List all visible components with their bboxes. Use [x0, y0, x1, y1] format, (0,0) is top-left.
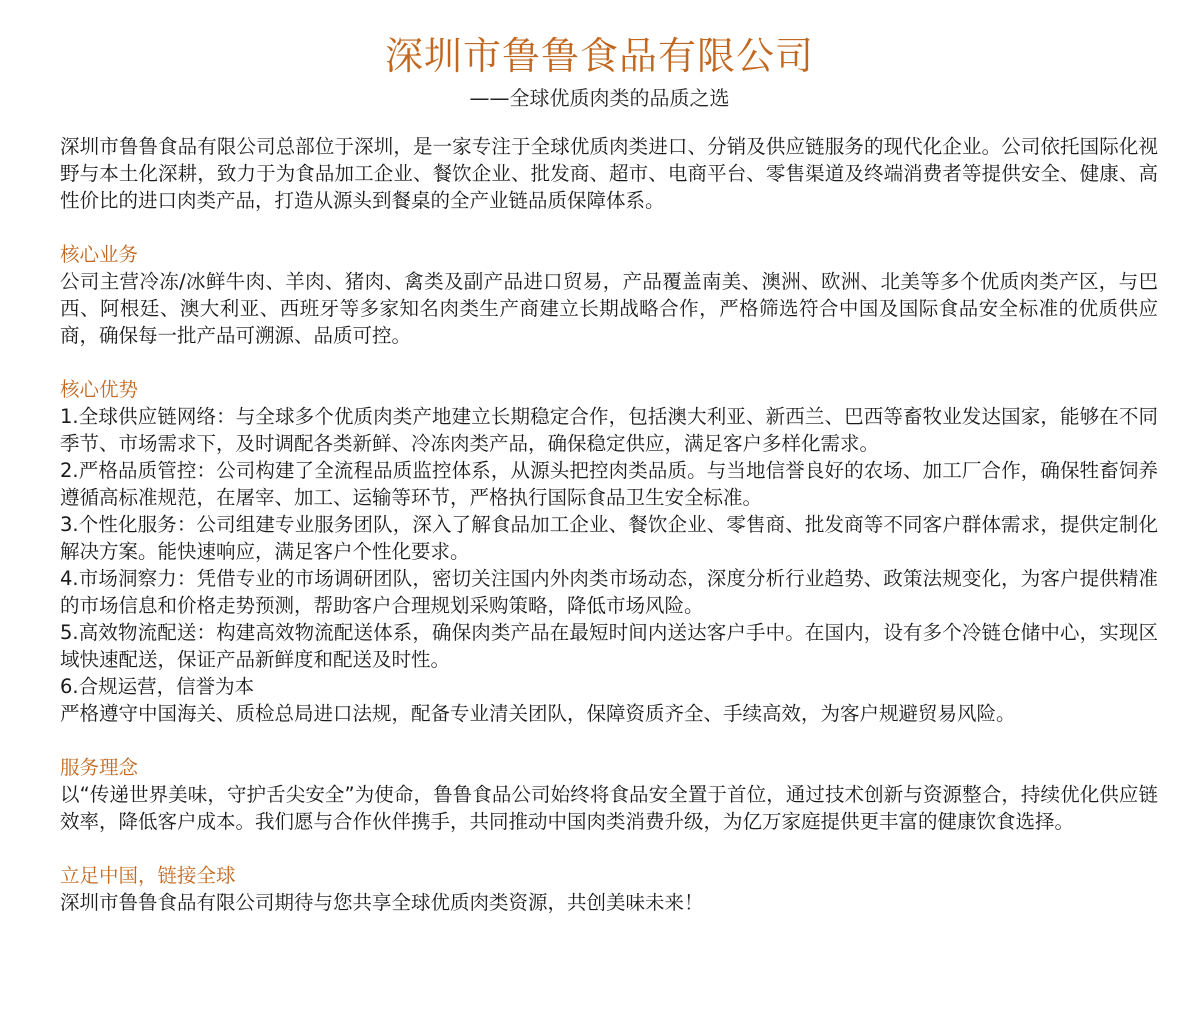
section-heading-service-philosophy: 服务理念 — [60, 756, 139, 779]
core-business-paragraph: 公司主营冷冻/冰鲜牛肉、羊肉、猪肉、禽类及副产品进口贸易，产品覆盖南美、澳洲、欧洲、北美等多个优质肉类产区，与巴西、阿根廷、澳大利亚、西班牙等多家知名肉类生产商建立长期战略合作，严格筛选符合中国及国际食品安全标准的优质供应商，确保每一批产品可溯源、品质可控。 — [60, 270, 1158, 347]
page-title: 深圳市鲁鲁食品有限公司 — [384, 34, 814, 78]
page-subtitle: ——全球优质肉类的品质之选 — [469, 86, 730, 110]
closing-paragraph: 深圳市鲁鲁食品有限公司期待与您共享全球优质肉类资源，共创美味未来！ — [60, 891, 704, 914]
section-heading-core-business: 核心业务 — [60, 243, 139, 266]
advantage-item: 1.全球供应链网络：与全球多个优质肉类产地建立长期稳定合作，包括澳大利亚、新西兰、巴西等畜牧业发达国家，能够在不同季节、市场需求下，及时调配各类新鲜、冷冻肉类产品，确保稳定供应，满足客户多样化需求。 — [60, 405, 1158, 455]
main-content — [60, 133, 1158, 916]
intro-paragraph: 深圳市鲁鲁食品有限公司总部位于深圳，是一家专注于全球优质肉类进口、分销及供应链服务的现代化企业。公司依托国际化视野与本土化深耕，致力于为食品加工企业、餐饮企业、批发商、超市、电商平台、零售渠道及终端消费者等提供安全、健康、高性价比的进口肉类产品，打造从源头到餐桌的全产业链品质保障体系。 — [60, 135, 1158, 212]
section-heading-core-advantages: 核心优势 — [60, 378, 139, 401]
service-philosophy-paragraph: 以“传递世界美味，守护舌尖安全”为使命，鲁鲁食品公司始终将食品安全置于首位，通过技术创新与资源整合，持续优化供应链效率，降低客户成本。我们愿与合作伙伴携手，共同推动中国肉类消费升级，为亿万家庭提供更丰富的健康饮食选择。 — [60, 783, 1158, 833]
advantage-item: 3.个性化服务：公司组建专业服务团队，深入了解食品加工企业、餐饮企业、零售商、批发商等不同客户群体需求，提供定制化解决方案。能快速响应，满足客户个性化要求。 — [60, 513, 1158, 563]
section-spacer — [60, 214, 1158, 241]
section-spacer — [60, 835, 1158, 862]
section-spacer — [60, 727, 1158, 754]
advantage-item: 6.合规运营，信誉为本 — [60, 675, 255, 698]
section-spacer — [60, 349, 1158, 376]
advantage-item: 2.严格品质管控：公司构建了全流程品质监控体系，从源头把控肉类品质。与当地信誉良好的农场、加工厂合作，确保牲畜饲养遵循高标准规范，在屠宰、加工、运输等环节，严格执行国际食品卫生安全标准。 — [60, 459, 1158, 509]
advantage-item: 严格遵守中国海关、质检总局进口法规，配备专业清关团队，保障资质齐全、手续高效，为客户规避贸易风险。 — [60, 702, 1016, 725]
section-heading-closing: 立足中国，链接全球 — [60, 864, 236, 887]
advantage-item: 4.市场洞察力：凭借专业的市场调研团队，密切关注国内外肉类市场动态，深度分析行业趋势、政策法规变化，为客户提供精准的市场信息和价格走势预测，帮助客户合理规划采购策略，降低市场风险。 — [60, 567, 1158, 617]
advantage-item: 5.高效物流配送：构建高效物流配送体系，确保肉类产品在最短时间内送达客户手中。在国内，设有多个冷链仓储中心，实现区域快速配送，保证产品新鲜度和配送及时性。 — [60, 621, 1158, 671]
